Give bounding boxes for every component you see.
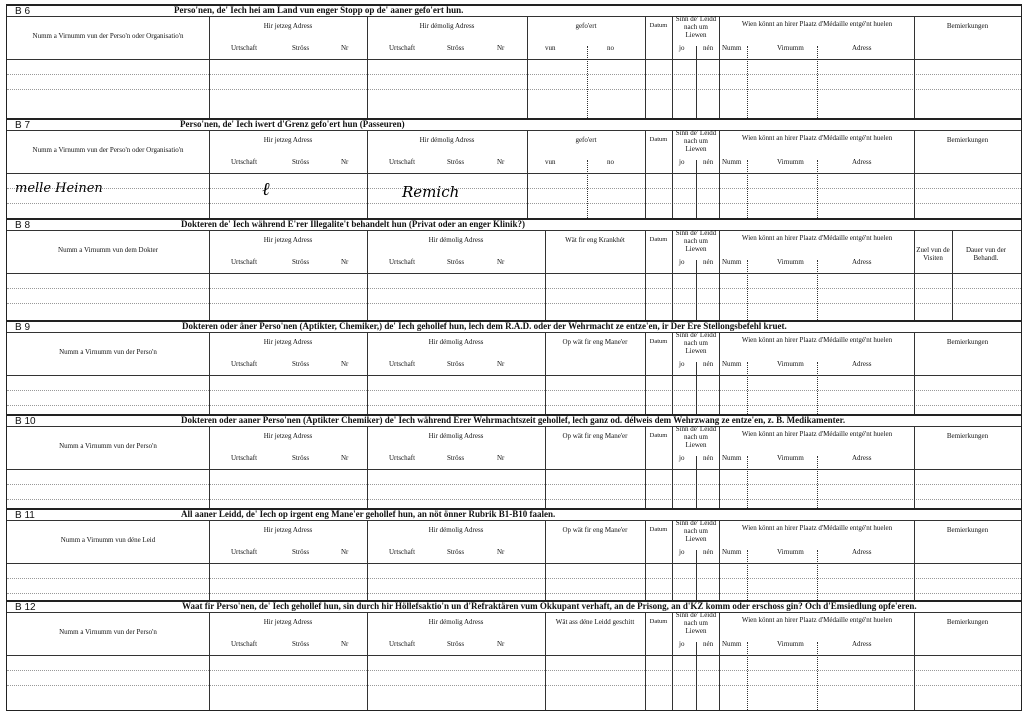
alive-header: Sinn de' Leidd nach um Liewen (675, 129, 717, 153)
current-address-header: Hir jetzeg Adress (263, 526, 313, 534)
no-header: nén (703, 454, 714, 462)
column-divider (545, 332, 546, 414)
section-title: Waat fir Perso'nen, de' Iech gehollef hun, sin durch hir Höllefsaktio'n un d'Refraktären vum Okkupant verhaft, an de Prisong, an d'KZ komm oder erschoss gin? Och d'Emsiedlung opfe'eren. (182, 601, 917, 611)
column-divider (527, 16, 528, 118)
column-divider (817, 642, 818, 710)
date-header: Datum (649, 22, 668, 29)
street-header: Ströss (292, 360, 310, 368)
section-title: Perso'nen, de' Iech iwert d'Grenz gefo'ert hun (Passeuren) (180, 119, 405, 129)
column-divider (914, 612, 915, 710)
column-divider (696, 550, 697, 600)
locality-header: Urtschaft (231, 44, 258, 52)
column-divider (719, 612, 720, 710)
date-header: Datum (649, 432, 668, 439)
locality-header: Urtschaft (389, 360, 416, 368)
section-code: B 9 (15, 322, 31, 333)
column-divider (952, 230, 953, 320)
street-header: Ströss (292, 44, 310, 52)
section-code: B 12 (15, 602, 36, 613)
row-line (7, 685, 1021, 686)
current-address-header: Hir jetzeg Adress (263, 136, 313, 144)
column-divider (817, 160, 818, 218)
former-address-header: Hir démolig Adress (428, 338, 484, 346)
handwritten-mark: ℓ (262, 179, 270, 200)
visits-header: Zuel vun de Visiten (916, 246, 950, 262)
number-header: Nr (497, 360, 505, 368)
row-line (7, 499, 1021, 500)
column-divider (817, 550, 818, 600)
locality-header: Urtschaft (231, 640, 258, 648)
column-divider (696, 456, 697, 508)
name-column-header: Numm a Virnumm vun der Perso'n (59, 442, 157, 450)
row-top-line (7, 655, 1021, 656)
row-top-line (7, 173, 1021, 174)
header-line (7, 426, 1021, 427)
current-address-header: Hir jetzeg Adress (263, 236, 313, 244)
locality-header: Urtschaft (231, 548, 258, 556)
question-header: Wät fir eng Krankhét (565, 236, 625, 244)
remarks-header: Bemierkungen (946, 136, 989, 144)
section-border (7, 118, 1021, 120)
name-column-header: Numm a Virnumm vun der Perso'n (59, 628, 157, 636)
column-divider (747, 550, 748, 600)
remarks-header: Bemierkungen (946, 338, 989, 346)
column-divider (209, 16, 210, 118)
street-header: Ströss (447, 44, 465, 52)
column-divider (747, 642, 748, 710)
registration-form (6, 4, 1022, 711)
row-line (7, 203, 1021, 204)
section-b6 (7, 4, 1021, 118)
transported-header: gefo'ert (575, 136, 597, 144)
number-header: Nr (341, 258, 349, 266)
street-header: Ströss (292, 640, 310, 648)
transported-header: gefo'ert (575, 22, 597, 30)
section-title: Perso'nen, de' Iech hei am Land vun enger Stopp op de' aaner gefo'ert hun. (174, 5, 464, 15)
column-divider (587, 160, 588, 218)
street-header: Ströss (292, 454, 310, 462)
surname-header: Numm (722, 548, 742, 556)
locality-header: Urtschaft (231, 454, 258, 462)
column-divider (545, 426, 546, 508)
name-column-header: Numm a Virnumm vun der Perso'n (59, 348, 157, 356)
number-header: Nr (341, 640, 349, 648)
row-line (7, 405, 1021, 406)
number-header: Nr (341, 548, 349, 556)
medal-header: Wien könnt an hirer Plaatz d'Médaille entgé'nt huelen (741, 20, 893, 28)
column-divider (587, 46, 588, 118)
column-divider (914, 230, 915, 320)
row-top-line (7, 273, 1021, 274)
column-divider (914, 16, 915, 118)
section-title: Dokteren oder aaner Perso'nen (Aptikter Chemiker) de' Iech während Erer Wehrmachtszeit gehollef, lech ganz od. délweis dem Wehrzwang ze entze'en, z. B. Medikamenter. (181, 415, 846, 425)
address-header: Adress (852, 548, 872, 556)
alive-header: Sinn de' Leidd nach um Liewen (675, 611, 717, 635)
column-divider (696, 642, 697, 710)
alive-header: Sinn de' Leidd nach um Liewen (675, 331, 717, 355)
row-top-line (7, 375, 1021, 376)
surname-header: Numm (722, 640, 742, 648)
to-header: no (607, 44, 614, 52)
locality-header: Urtschaft (231, 158, 258, 166)
section-b7 (7, 118, 1021, 218)
no-header: nén (703, 158, 714, 166)
firstname-header: Virnumm (777, 454, 804, 462)
section-title: All aaner Leidd, de' Iech op irgent eng Mane'er gehollef hun, an nöt önner Rubrik B1-B10 faalen. (181, 509, 556, 519)
column-divider (367, 16, 368, 118)
number-header: Nr (341, 454, 349, 462)
number-header: Nr (497, 548, 505, 556)
street-header: Ströss (447, 548, 465, 556)
row-line (7, 303, 1021, 304)
remarks-header: Bemierkungen (946, 432, 989, 440)
address-header: Adress (852, 454, 872, 462)
locality-header: Urtschaft (231, 258, 258, 266)
column-divider (747, 260, 748, 320)
no-header: nén (703, 258, 714, 266)
column-divider (719, 520, 720, 600)
section-code: B 10 (15, 416, 36, 427)
current-address-header: Hir jetzeg Adress (263, 22, 313, 30)
current-address-header: Hir jetzeg Adress (263, 432, 313, 440)
row-line (7, 288, 1021, 289)
street-header: Ströss (447, 258, 465, 266)
yes-header: jo (679, 158, 685, 166)
locality-header: Urtschaft (389, 548, 416, 556)
row-line (7, 578, 1021, 579)
column-divider (817, 456, 818, 508)
row-line (7, 670, 1021, 671)
surname-header: Numm (722, 258, 742, 266)
column-divider (696, 362, 697, 414)
question-header: Wät ass déne Leidd geschitt (555, 618, 635, 626)
header-line (7, 16, 1021, 17)
surname-header: Numm (722, 158, 742, 166)
column-divider (696, 260, 697, 320)
number-header: Nr (497, 258, 505, 266)
firstname-header: Virnumm (777, 258, 804, 266)
street-header: Ströss (447, 640, 465, 648)
firstname-header: Virnumm (777, 360, 804, 368)
number-header: Nr (497, 44, 505, 52)
date-header: Datum (649, 618, 668, 625)
section-title: Dokteren oder âner Perso'nen (Aptikter, Chemiker,) de' Iech gehollef hun, lech dem R.A.D. oder der Wehrmacht ze entze'en, ir Der Ere Stellongsbefehl kruet. (182, 321, 787, 331)
yes-header: jo (679, 548, 685, 556)
column-divider (747, 456, 748, 508)
column-divider (696, 46, 697, 118)
former-address-header: Hir démolig Adress (428, 526, 484, 534)
handwritten-place: Remich (402, 183, 460, 201)
address-header: Adress (852, 258, 872, 266)
locality-header: Urtschaft (389, 640, 416, 648)
row-line (7, 89, 1021, 90)
section-b12 (7, 600, 1021, 710)
alive-header: Sinn de' Leidd nach um Liewen (675, 425, 717, 449)
section-b11 (7, 508, 1021, 600)
column-divider (545, 230, 546, 320)
name-column-header: Numm a Virnumm vun déne Leid (60, 536, 156, 544)
date-header: Datum (649, 136, 668, 143)
number-header: Nr (497, 454, 505, 462)
yes-header: jo (679, 640, 685, 648)
header-line (7, 230, 1021, 231)
column-divider (719, 332, 720, 414)
firstname-header: Virnumm (777, 44, 804, 52)
section-b10 (7, 414, 1021, 508)
question-header: Op wät fir eng Mane'er (562, 526, 628, 534)
column-divider (817, 46, 818, 118)
address-header: Adress (852, 640, 872, 648)
remarks-header: Bemierkungen (946, 526, 989, 534)
former-address-header: Hir démolig Adress (419, 136, 475, 144)
column-divider (747, 46, 748, 118)
number-header: Nr (497, 640, 505, 648)
yes-header: jo (679, 454, 685, 462)
section-code: B 11 (15, 510, 35, 521)
locality-header: Urtschaft (389, 454, 416, 462)
column-divider (645, 16, 646, 118)
column-divider (545, 520, 546, 600)
former-address-header: Hir démolig Adress (428, 432, 484, 440)
firstname-header: Virnumm (777, 640, 804, 648)
address-header: Adress (852, 158, 872, 166)
header-line (7, 612, 1021, 613)
street-header: Ströss (447, 360, 465, 368)
alive-header: Sinn de' Leidd nach um Liewen (675, 229, 717, 253)
handwritten-name: melle Heinen (15, 181, 103, 196)
to-header: no (607, 158, 614, 166)
column-divider (209, 612, 210, 710)
locality-header: Urtschaft (231, 360, 258, 368)
medal-header: Wien könnt an hirer Plaatz d'Médaille entgé'nt huelen (741, 524, 893, 532)
locality-header: Urtschaft (389, 158, 416, 166)
yes-header: jo (679, 44, 685, 52)
street-header: Ströss (447, 454, 465, 462)
question-header: Op wät fir eng Mane'er (562, 338, 628, 346)
column-divider (696, 160, 697, 218)
firstname-header: Virnumm (777, 548, 804, 556)
header-line (7, 130, 1021, 131)
number-header: Nr (341, 44, 349, 52)
number-header: Nr (497, 158, 505, 166)
address-header: Adress (852, 44, 872, 52)
name-column-header: Numm a Virnumm vun dem Dokter (58, 246, 158, 254)
row-line (7, 593, 1021, 594)
former-address-header: Hir démolig Adress (419, 22, 475, 30)
no-header: nén (703, 44, 714, 52)
section-title: Dokteren de' Iech während E'rer Illegalite't behandelt hun (Privat oder an enger Klinik?) (181, 219, 526, 229)
number-header: Nr (341, 360, 349, 368)
name-column-header: Numm a Virnumm vun der Perso'n oder Organisatio'n (32, 32, 184, 40)
column-divider (719, 16, 720, 118)
yes-header: jo (679, 258, 685, 266)
surname-header: Numm (722, 360, 742, 368)
from-header: vun (545, 158, 556, 166)
locality-header: Urtschaft (389, 44, 416, 52)
column-divider (367, 612, 368, 710)
column-divider (719, 230, 720, 320)
street-header: Ströss (292, 258, 310, 266)
number-header: Nr (341, 158, 349, 166)
medal-header: Wien könnt an hirer Plaatz d'Médaille entgé'nt huelen (741, 336, 893, 344)
row-top-line (7, 469, 1021, 470)
column-divider (817, 260, 818, 320)
firstname-header: Virnumm (777, 158, 804, 166)
section-border (7, 4, 1021, 6)
row-line (7, 74, 1021, 75)
date-header: Datum (649, 526, 668, 533)
row-line (7, 188, 1021, 189)
section-code: B 8 (15, 220, 31, 231)
column-divider (817, 362, 818, 414)
name-column-header: Numm a Virnumm vun der Perso'n oder Organisatio'n (32, 146, 184, 154)
row-top-line (7, 59, 1021, 60)
remarks-header: Bemierkungen (946, 22, 989, 30)
from-header: vun (545, 44, 556, 52)
medal-header: Wien könnt an hirer Plaatz d'Médaille entgé'nt huelen (741, 134, 893, 142)
medal-header: Wien könnt an hirer Plaatz d'Médaille entgé'nt huelen (741, 430, 893, 438)
header-line (7, 520, 1021, 521)
column-divider (545, 612, 546, 710)
no-header: nén (703, 548, 714, 556)
date-header: Datum (649, 338, 668, 345)
row-line (7, 484, 1021, 485)
duration-header: Dauer vun der Behandl. (965, 246, 1007, 262)
former-address-header: Hir démolig Adress (428, 236, 484, 244)
date-header: Datum (649, 236, 668, 243)
remarks-header: Bemierkungen (946, 618, 989, 626)
section-b9 (7, 320, 1021, 414)
surname-header: Numm (722, 44, 742, 52)
alive-header: Sinn de' Leidd nach um Liewen (675, 519, 717, 543)
street-header: Ströss (447, 158, 465, 166)
column-divider (747, 160, 748, 218)
row-top-line (7, 563, 1021, 564)
street-header: Ströss (292, 158, 310, 166)
section-code: B 6 (15, 6, 31, 17)
section-b8 (7, 218, 1021, 320)
street-header: Ströss (292, 548, 310, 556)
question-header: Op wät fir eng Mane'er (562, 432, 628, 440)
no-header: nén (703, 360, 714, 368)
column-divider (719, 426, 720, 508)
yes-header: jo (679, 360, 685, 368)
current-address-header: Hir jetzeg Adress (263, 338, 313, 346)
row-line (7, 390, 1021, 391)
header-line (7, 332, 1021, 333)
alive-header: Sinn de' Leidd nach um Liewen (675, 15, 717, 39)
column-divider (645, 612, 646, 710)
surname-header: Numm (722, 454, 742, 462)
section-code: B 7 (15, 120, 31, 131)
address-header: Adress (852, 360, 872, 368)
medal-header: Wien könnt an hirer Plaatz d'Médaille entgé'nt huelen (741, 234, 893, 242)
former-address-header: Hir démolig Adress (428, 618, 484, 626)
column-divider (747, 362, 748, 414)
current-address-header: Hir jetzeg Adress (263, 618, 313, 626)
column-divider (719, 130, 720, 218)
no-header: nén (703, 640, 714, 648)
locality-header: Urtschaft (389, 258, 416, 266)
medal-header: Wien könnt an hirer Plaatz d'Médaille entgé'nt huelen (741, 616, 893, 624)
